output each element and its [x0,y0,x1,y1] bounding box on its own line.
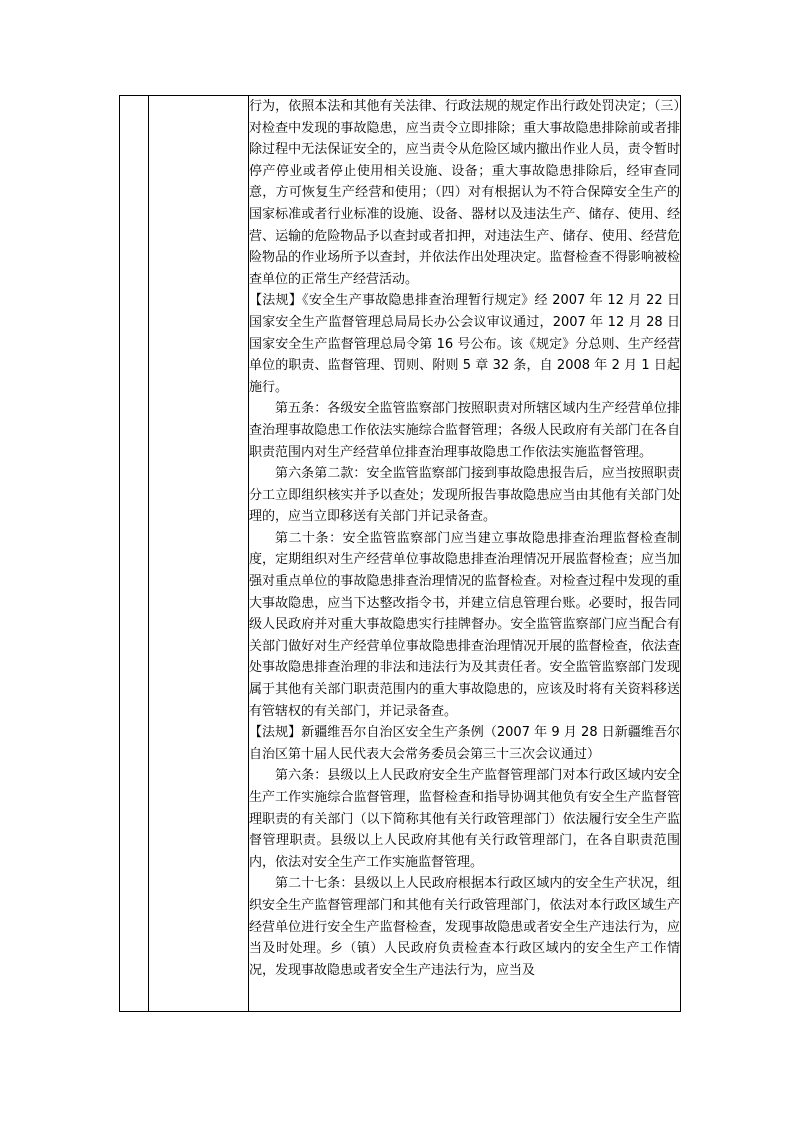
paragraph-penalty-provisions: 行为，依照本法和其他有关法律、行政法规的规定作出行政处罚决定；（三）对检查中发现的事故隐患，应当责令立即排除；重大事故隐患排除前或者排除过程中无法保证安全的，应当责令从危险区域内撤出作业人员，责令暂时停产停业或者停止使用相关设施、设备；重大事故隐患排除后，经审查同意，方可恢复生产经营和使用；（四）对有根据认为不符合保障安全生产的国家标准或者行业标准的设施、设备、器材以及违法生产、储存、使用、经营、运输的危险物品予以查封或者扣押，对违法生产、储存、使用、经营危险物品的作业场所予以查封，并依法作出处理决定。监督检查不得影响被检查单位的正常生产经营活动。 [249,99,680,287]
table-row [120,96,681,1012]
paragraph-regulation-hidden-danger: 【法规】《安全生产事故隐患排查治理暂行规定》经 2007 年 12 月 22 日国家安全生产监督管理总局局长办公会议审议通过，2007 年 12 月 28 日国家安全生产监督管理总局令第 16 号公布。该《规定》分总则、生产经营单位的职责、监督管理、罚则、附则 5 章 32 条，自 2008 年 2 月 1 日起施行。 [249,293,680,395]
table-cell-content [249,96,681,1012]
content-table [119,95,681,1012]
table-cell-category [149,96,249,1012]
paragraph-xinjiang-article-6: 第六条：县级以上人民政府安全生产监督管理部门对本行政区域内安全生产工作实施综合监督管理，监督检查和指导协调其他负有安全生产监督管理职责的有关部门（以下简称其他有关行政管理部门）依法履行安全生产监督管理职责。县级以上人民政府其他有关行政管理部门，在各自职责范围内，依法对安全生产工作实施监督管理。 [249,768,680,870]
paragraph-xinjiang-article-27: 第二十七条：县级以上人民政府根据本行政区域内的安全生产状况，组织安全生产监督管理部门和其他有关行政管理部门，依法对本行政区域生产经营单位进行安全生产监督检查，发现事故隐患或者安全生产违法行为，应当及时处理。乡（镇）人民政府负责检查本行政区域内的安全生产工作情况，发现事故隐患或者安全生产违法行为，应当及 [249,876,680,978]
table-cell-index [120,96,149,1012]
paragraph-article-5: 第五条：各级安全监管监察部门按照职责对所辖区域内生产经营单位排查治理事故隐患工作依法实施综合监督管理；各级人民政府有关部门在各自职责范围内对生产经营单位排查治理事故隐患工作依法实施监督管理。 [249,401,680,460]
legal-text-block [249,96,680,981]
paragraph-article-20: 第二十条：安全监管监察部门应当建立事故隐患排查治理监督检查制度，定期组织对生产经营单位事故隐患排查治理情况开展监督检查；应当加强对重点单位的事故隐患排查治理情况的监督检查。对检查过程中发现的重大事故隐患，应当下达整改指令书，并建立信息管理台账。必要时，报告同级人民政府并对重大事故隐患实行挂牌督办。安全监管监察部门应当配合有关部门做好对生产经营单位事故隐患排查治理情况开展的监督检查，依法查处事故隐患排查治理的非法和违法行为及其责任者。安全监管监察部门发现属于其他有关部门职责范围内的重大事故隐患的，应该及时将有关资料移送有管辖权的有关部门，并记录备查。 [249,530,680,719]
paragraph-regulation-xinjiang: 【法规】新疆维吾尔自治区安全生产条例（2007 年 9 月 28 日新疆维吾尔自治区第十届人民代表大会常务委员会第三十三次会议通过） [249,725,680,762]
paragraph-article-6-clause-2: 第六条第二款：安全监管监察部门接到事故隐患报告后，应当按照职责分工立即组织核实并予以查处；发现所报告事故隐患应当由其他有关部门处理的，应当立即移送有关部门并记录备查。 [249,466,680,525]
